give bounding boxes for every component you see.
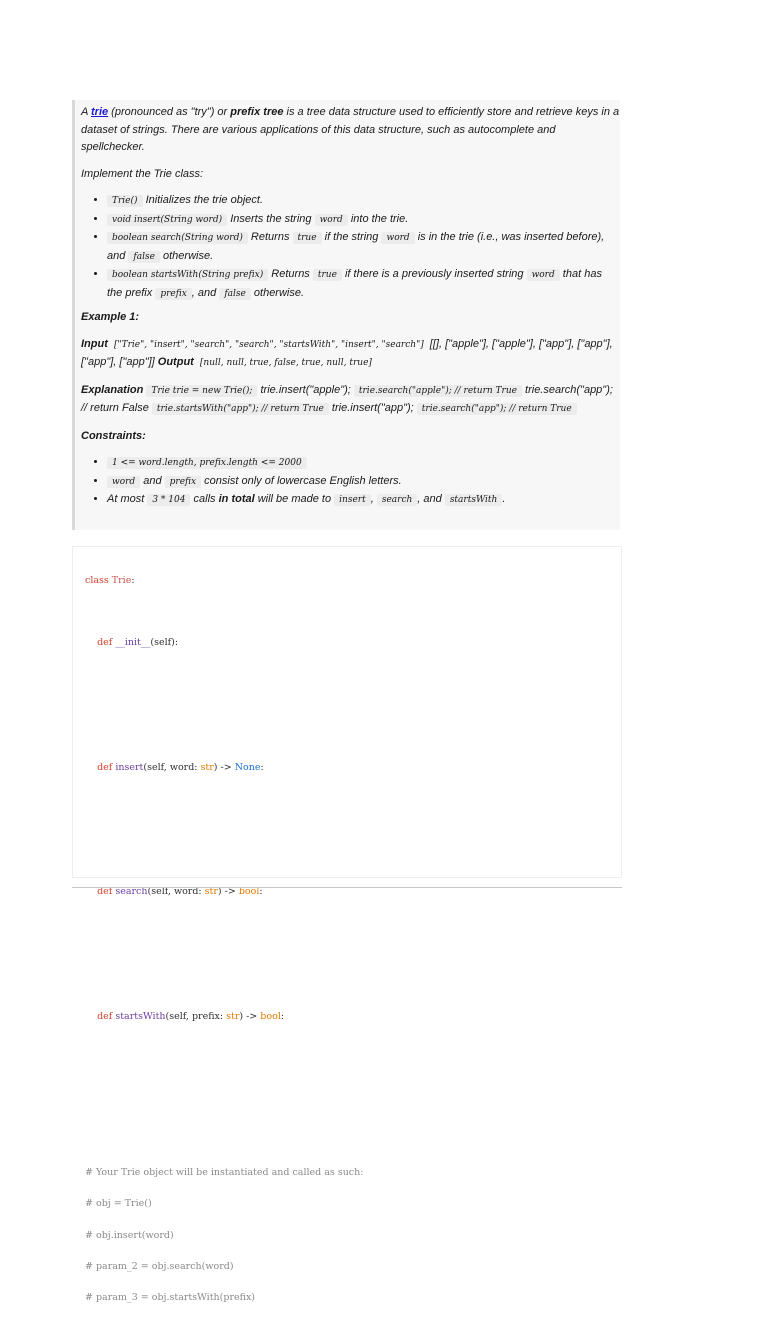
explanation-label: Explanation [81,383,144,396]
method-item [107,192,620,211]
trie-link[interactable]: trie [91,106,109,118]
params: (self, word: [143,761,201,773]
code-span: false [128,251,160,263]
code-line [85,1009,621,1025]
comment-line: # param_3 = obj.startsWith(prefix) [85,1291,256,1303]
keyword: def [97,761,113,773]
code-line [85,666,621,682]
code-span: trie.search("apple"); // return True [354,385,522,397]
output-code: [null, null, true, false, true, null, true] [199,358,372,368]
return-type: None [234,761,261,773]
method-text: is in the trie (i.e., was inserted before), and [107,231,605,262]
code-line [85,1072,621,1088]
comment-line: # obj.insert(word) [85,1229,174,1241]
code-line [85,791,621,807]
comment-line: # Your Trie object will be instantiated and called as such: [85,1167,364,1179]
intro-text: A [81,106,88,118]
method-item [107,266,620,303]
constraint-text: consist only of lowercase English letters. [201,474,402,487]
method-text: otherwise. [250,286,305,299]
constraint-text: At most [107,493,148,505]
explanation-text: trie.insert("apple"); [257,383,354,396]
code-span: 1 <= word.length, prefix.length <= 2000 [107,457,307,469]
return-type: bool [238,886,260,898]
code-line [85,978,621,994]
method-text: into the trie. [347,212,409,225]
punct: : [259,886,263,898]
constraint-text: , and [417,493,445,505]
in-total-bold: in total [218,493,255,505]
function-name: search [112,886,148,898]
punct: : [131,574,135,586]
input-code: ["Trie", "insert", "search", "search", "startsWith", "insert", "search"] [113,339,424,350]
method-text: Inserts the string [227,212,315,225]
params: (self): [150,636,179,648]
methods-list [81,192,620,303]
keyword: def [97,886,113,898]
code-span: search [377,494,417,506]
code-span: word [315,214,348,226]
example-input-output [81,336,620,373]
comment-line: # param_2 = obj.search(word) [85,1260,234,1272]
code-span: word [107,476,140,488]
params: (self, prefix: [165,1011,227,1023]
code-span: insert [334,494,371,506]
method-item [107,229,620,266]
code-span: boolean search(String word) [107,232,248,244]
code-line [85,760,621,776]
constraint-item [107,473,620,492]
constraints-heading: Constraints: [81,429,146,442]
code-span: void insert(String word) [107,214,227,226]
keyword: def [97,1011,113,1023]
constraint-text: calls [190,493,219,505]
code-span: startsWith [445,494,503,506]
code-editor[interactable] [72,546,622,1303]
prefix-tree-bold: prefix tree [230,106,284,118]
method-text: , and [191,286,220,299]
code-span: trie.startsWith("app"); // return True [152,403,329,415]
function-name: startsWith [112,1011,166,1023]
keyword: class [85,574,109,586]
intro-paragraph [81,104,620,157]
class-name: Trie [108,574,132,586]
example-explanation [81,382,620,419]
code-line [85,729,621,745]
function-name: insert [112,761,144,773]
constraint-text: . [502,493,506,505]
type-name: str [200,761,214,773]
params: (self, word: [147,886,205,898]
explanation-text: trie.search("app"); // return False [81,383,613,414]
code-span: Trie() [107,195,143,207]
comment-line: # obj = Trie() [85,1198,152,1210]
horizontal-divider [72,887,622,888]
constraint-text: will be made to [254,493,335,505]
arrow: ) -> [213,761,235,773]
code-span: true [293,232,322,244]
code-span: 3 * 104 [147,494,190,506]
example-heading: Example 1: [81,311,140,323]
method-text: otherwise. [159,249,214,262]
method-item [107,211,620,230]
punct: : [280,1011,285,1023]
code-line [85,1103,621,1119]
method-text: if the string [321,231,382,243]
keyword: def [97,636,113,648]
return-type: bool [260,1011,281,1023]
constraint-item [107,491,620,510]
code-span: Trie trie = new Trie(); [146,385,257,397]
code-line [85,1040,621,1056]
type-name: str [204,886,218,898]
constraint-item [107,454,620,473]
function-name: __init__ [112,636,151,648]
type-name: str [226,1011,240,1023]
constraints-list [81,454,620,510]
punct: : [260,761,264,773]
method-text: Returns [247,231,293,243]
code-line [85,573,621,589]
input-label: Input [81,337,108,350]
intro-text: (pronounced as "try") or [108,106,231,118]
constraint-text: and [140,474,165,487]
method-text: Returns [268,268,313,280]
code-line [85,822,621,838]
code-span: prefix [165,476,201,488]
code-line [85,1134,621,1150]
problem-description [72,100,620,530]
output-label: Output [157,356,194,368]
implement-line: Implement the Trie class: [81,167,204,180]
code-span: false [219,288,251,300]
code-span: word [527,269,560,281]
code-line [85,947,621,963]
code-line [85,853,621,869]
method-text: if there is a previously inserted string [341,268,527,280]
constraint-text: , [370,493,377,505]
code-span: trie.search("app"); // return True [417,403,577,415]
code-line [85,697,621,713]
method-text: that has the prefix [107,268,602,299]
method-text: Initializes the trie object. [142,194,263,206]
code-span: boolean startsWith(String prefix) [107,269,268,281]
input-args: [[], ["apple"], ["apple"], ["app"], ["app"], ["app"], ["app"]] [81,337,613,368]
code-span: word [381,232,414,244]
code-line [85,635,621,651]
arrow: ) -> [239,1011,261,1023]
code-line [85,604,621,620]
code-line [85,916,621,932]
code-span: true [313,269,342,281]
arrow: ) -> [217,886,239,898]
code-span: prefix [155,288,191,300]
intro-text: is a tree data structure used to efficiently store and retrieve keys in a dataset of strings. There are various applications of this data structure, such as autocomplete and spellchecker. [81,106,620,153]
explanation-text: trie.insert("app"); [328,402,417,414]
